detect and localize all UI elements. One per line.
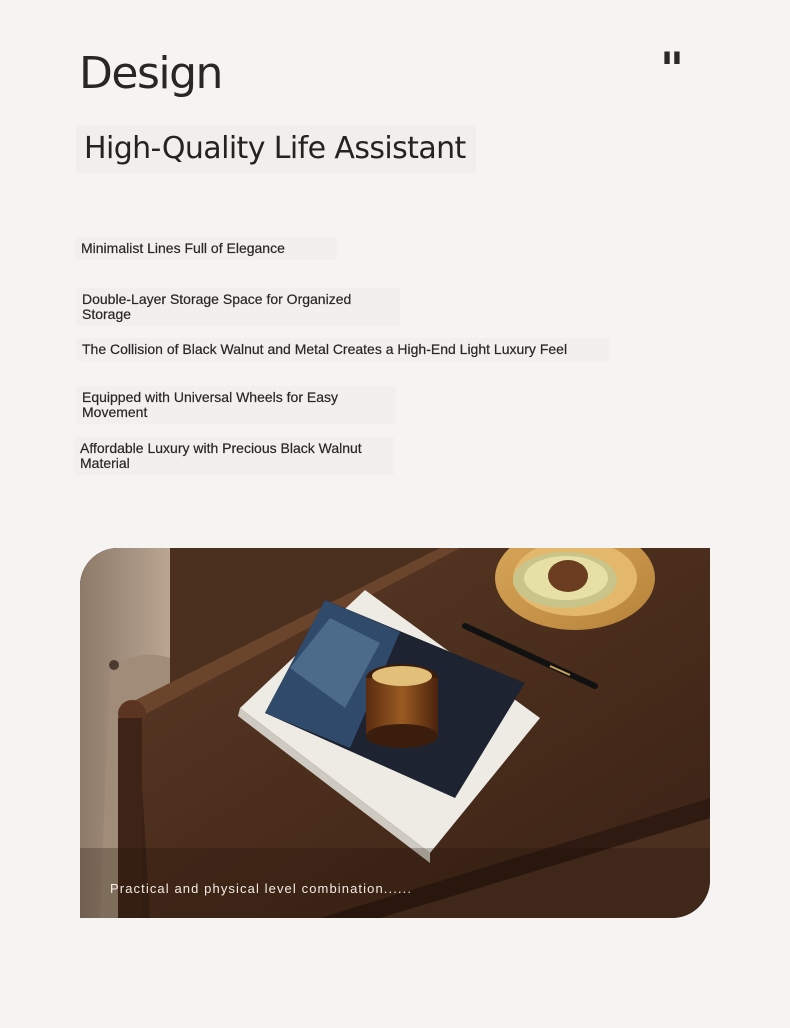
photo-caption: Practical and physical level combination...... [110, 881, 413, 896]
page-title: Design [79, 48, 222, 99]
feature-item: Equipped with Universal Wheels for Easy Movement [76, 386, 396, 424]
product-photo [80, 548, 710, 918]
walnut-table-illustration [80, 548, 710, 918]
feature-item: The Collision of Black Walnut and Metal Creates a High-End Light Luxury Feel [76, 338, 610, 361]
page-subtitle: High-Quality Life Assistant [76, 126, 476, 174]
feature-item: Minimalist Lines Full of Elegance [75, 237, 337, 260]
quote-mark-icon: " [660, 42, 684, 96]
feature-item: Affordable Luxury with Precious Black Walnut Material [74, 437, 394, 475]
feature-item: Double-Layer Storage Space for Organized Storage [76, 288, 400, 326]
